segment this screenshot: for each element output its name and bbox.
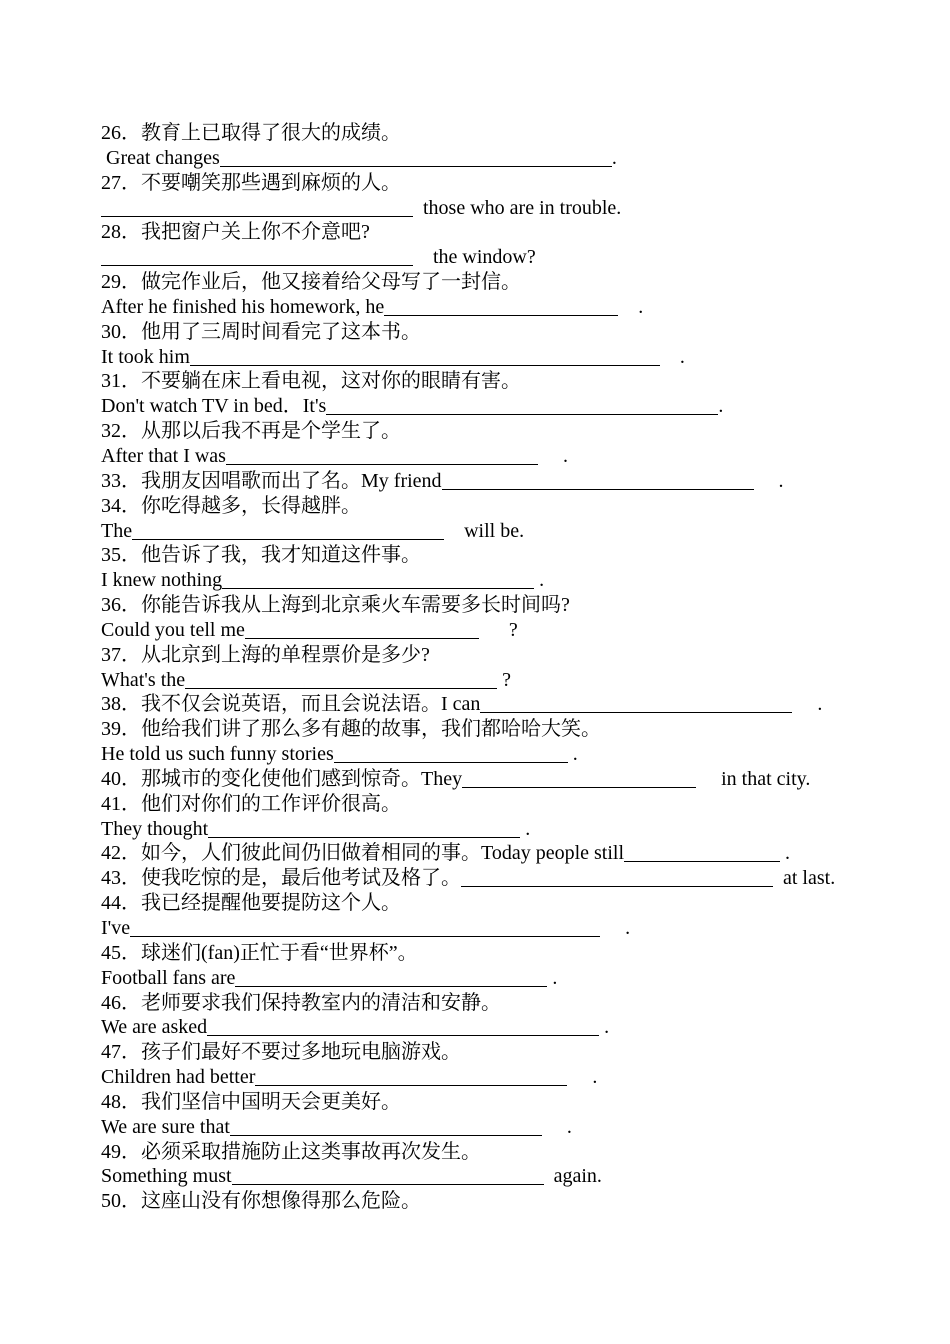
answer-line (101, 519, 901, 544)
question-prompt (101, 419, 901, 444)
answer-suffix: . (541, 1115, 572, 1138)
answer-prefix: It took him (101, 345, 190, 368)
answer-line (101, 916, 901, 941)
question-prompt (101, 1189, 901, 1214)
answer-prefix: The (101, 519, 133, 542)
answer-prefix: Something must (101, 1165, 232, 1188)
answer-prefix: After he finished his homework, he (101, 295, 385, 318)
question-prompt (101, 643, 901, 668)
answer-suffix: . (534, 569, 545, 592)
answer-suffix: . (792, 693, 823, 716)
answer-line (101, 668, 901, 693)
answer-suffix: . (659, 345, 685, 368)
answer-line (101, 817, 901, 842)
answer-blank[interactable] (208, 818, 520, 838)
answer-line (101, 568, 901, 593)
question-text: 34．你吃得越多，长得越胖。 (101, 494, 361, 517)
worksheet-page (101, 121, 901, 1214)
answer-line (101, 245, 901, 270)
answer-line (101, 866, 901, 891)
answer-suffix: . (567, 1066, 598, 1089)
question-text: 41．他们对你们的工作评价很高。 (101, 792, 401, 815)
question-prompt (101, 717, 901, 742)
question-prompt (101, 270, 901, 295)
answer-suffix: . (753, 469, 784, 492)
answer-prefix: 38．我不仅会说英语，而且会说法语。I can (101, 693, 481, 716)
answer-suffix: . (567, 743, 578, 766)
question-prompt (101, 494, 901, 519)
answer-prefix: Children had better (101, 1066, 256, 1089)
answer-blank[interactable] (235, 967, 547, 987)
question-prompt (101, 121, 901, 146)
answer-blank[interactable] (222, 569, 534, 589)
answer-line (101, 692, 901, 717)
question-text: 44．我已经提醒他要提防这个人。 (101, 892, 401, 915)
question-text: 32．从那以后我不再是个学生了。 (101, 420, 401, 443)
answer-prefix: We are sure that (101, 1115, 230, 1138)
question-prompt (101, 991, 901, 1016)
answer-suffix: ? (497, 668, 512, 691)
answer-blank[interactable] (230, 1116, 542, 1136)
question-text: 35．他告诉了我，我才知道这件事。 (101, 544, 421, 567)
answer-line (101, 742, 901, 767)
question-prompt (101, 1040, 901, 1065)
answer-prefix: Football fans are (101, 966, 236, 989)
question-prompt (101, 891, 901, 916)
answer-prefix: Could you tell me (101, 618, 245, 641)
answer-blank[interactable] (232, 1165, 544, 1185)
answer-prefix: After that I was (101, 444, 226, 467)
answer-suffix: . (537, 444, 568, 467)
question-prompt (101, 171, 901, 196)
answer-suffix: . (618, 295, 644, 318)
answer-line (101, 1164, 901, 1189)
question-text: 37．从北京到上海的单程票价是多少? (101, 643, 430, 666)
answer-line (101, 345, 901, 370)
answer-suffix: again. (543, 1165, 602, 1188)
answer-blank[interactable] (130, 917, 600, 937)
answer-line (101, 841, 901, 866)
answer-line (101, 146, 901, 171)
answer-suffix: . (600, 917, 631, 939)
answer-prefix: 43．使我吃惊的是，最后他考试及格了。 (101, 867, 461, 890)
answer-blank[interactable] (442, 470, 754, 490)
answer-blank[interactable] (624, 842, 780, 862)
answer-blank[interactable] (326, 395, 718, 415)
answer-blank[interactable] (101, 197, 413, 217)
answer-blank[interactable] (185, 669, 497, 689)
answer-line (101, 618, 901, 643)
answer-blank[interactable] (220, 147, 612, 167)
answer-line (101, 1115, 901, 1140)
answer-blank[interactable] (334, 743, 568, 763)
answer-line (101, 1065, 901, 1090)
answer-prefix: They thought (101, 817, 209, 840)
question-prompt (101, 369, 901, 394)
answer-suffix: . (611, 146, 617, 169)
answer-prefix: Great changes (101, 146, 220, 169)
question-prompt (101, 320, 901, 345)
question-text: 30．他用了三周时间看完了这本书。 (101, 320, 421, 343)
answer-prefix: He told us such funny stories (101, 743, 334, 766)
question-text: 50．这座山没有你想像得那么危险。 (101, 1190, 421, 1213)
question-prompt (101, 1140, 901, 1165)
answer-suffix: . (520, 817, 531, 840)
question-text: 48．我们坚信中国明天会更美好。 (101, 1090, 401, 1113)
answer-prefix: 40．那城市的变化使他们感到惊奇。They (101, 767, 463, 790)
answer-suffix: . (547, 966, 558, 989)
question-prompt (101, 543, 901, 568)
question-prompt (101, 220, 901, 245)
answer-line (101, 1015, 901, 1040)
answer-blank[interactable] (461, 867, 773, 887)
question-text: 28．我把窗户关上你不介意吧? (101, 221, 370, 244)
answer-prefix: 42．如今，人们彼此间仍旧做着相同的事。Today people still (101, 842, 625, 865)
answer-blank[interactable] (132, 520, 444, 540)
answer-blank[interactable] (384, 296, 618, 316)
answer-blank[interactable] (480, 693, 792, 713)
question-prompt (101, 1090, 901, 1115)
answer-blank[interactable] (101, 246, 413, 266)
question-text: 27．不要嘲笑那些遇到麻烦的人。 (101, 171, 401, 194)
answer-suffix: ? (478, 618, 518, 641)
answer-line (101, 444, 901, 469)
answer-blank[interactable] (190, 346, 660, 366)
question-text: 31．不要躺在床上看电视，这对你的眼睛有害。 (101, 370, 521, 393)
question-text: 29．做完作业后，他又接着给父母写了一封信。 (101, 271, 521, 294)
question-text: 26．教育上已取得了很大的成绩。 (101, 122, 401, 144)
answer-prefix: What's the (101, 668, 186, 691)
answer-suffix: . (780, 842, 791, 865)
answer-blank[interactable] (255, 1066, 567, 1086)
answer-prefix: We are asked (101, 1016, 208, 1039)
answer-prefix: Don't watch TV in bed．It's (101, 395, 327, 418)
question-text: 39．他给我们讲了那么多有趣的故事，我们都哈哈大笑。 (101, 718, 601, 741)
answer-prefix: 33．我朋友因唱歌而出了名。My friend (101, 469, 442, 492)
question-prompt (101, 593, 901, 618)
answer-suffix: the window? (413, 246, 536, 269)
question-prompt (101, 941, 901, 966)
answer-suffix: those who are in trouble. (413, 196, 622, 219)
question-text: 46．老师要求我们保持教室内的清洁和安静。 (101, 991, 501, 1014)
answer-line (101, 196, 901, 221)
answer-suffix: . (718, 395, 724, 418)
answer-line (101, 295, 901, 320)
answer-blank[interactable] (245, 619, 479, 639)
answer-line (101, 767, 901, 792)
answer-line (101, 469, 901, 494)
answer-line (101, 966, 901, 991)
answer-suffix: . (599, 1016, 610, 1039)
answer-blank[interactable] (462, 768, 696, 788)
answer-prefix: I've (101, 917, 131, 939)
answer-suffix: at last. (773, 867, 836, 890)
answer-prefix: I knew nothing (101, 569, 223, 592)
question-text: 36．你能告诉我从上海到北京乘火车需要多长时间吗? (101, 594, 570, 617)
question-prompt (101, 792, 901, 817)
answer-blank[interactable] (207, 1016, 599, 1036)
question-text: 45．球迷们(fan)正忙于看“世界杯”。 (101, 941, 418, 964)
answer-suffix: will be. (444, 519, 525, 542)
question-text: 49．必须采取措施防止这类事故再次发生。 (101, 1140, 481, 1163)
answer-line (101, 394, 901, 419)
answer-suffix: in that city. (696, 767, 811, 790)
answer-blank[interactable] (226, 445, 538, 465)
question-text: 47．孩子们最好不要过多地玩电脑游戏。 (101, 1041, 461, 1064)
